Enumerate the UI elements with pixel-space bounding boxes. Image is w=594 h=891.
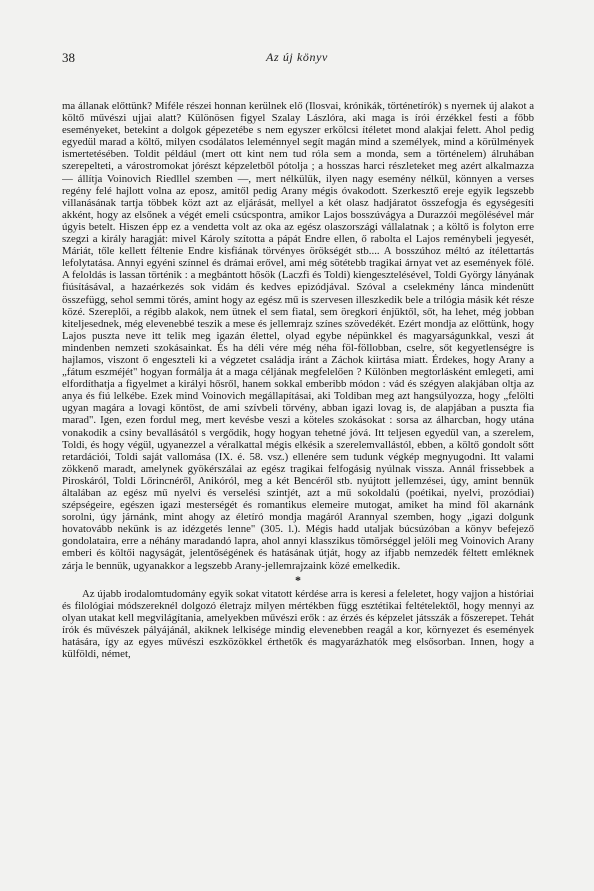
section-separator: *	[295, 572, 301, 587]
page-number: 38	[62, 50, 75, 65]
running-head: Az új könyv	[266, 50, 328, 64]
body-text	[62, 100, 534, 870]
paragraph-main: ma állanak előttünk? Miféle részei honnan kerülnek elő (Ilosvai, krónikák, történetírók) s nyernek új alakot a költő művészi ujjai alatt? Különösen figyel Szalay Lászlóra, aki maga is írói érzékkel festi a főbb eseményeket, betekint a dolgok gépezetébe s nem egyszer erkölcsi ítéletet mond alakjai felett. Ahol pedig egyedül marad a költő, milyen csodálatos leleménnyel segít magán mind a személyek, mind a körülmények ismertetésében. Toldit például (mert ott kint nem tud róla sem a monda, sem a történelem) álruhában szerepelteti, a várostromokat jórészt képzeletből pótolja ; a hosszas harci részleteket meg azért alkalmazza — állítja Voinovich Riedllel szemben —, mert nélkülük, ilyen nagy esemény nélkül, könnyen a verses regény felé hajlott volna az eposz, amitől pedig Arany mégis óvakodott. Szerkesztő ereje egyik legszebb villanásának tartja többek közt azt az eljárását, mellyel a két olasz hadjáratot összefogja és egységesíti akként, hogy az elsőnek a végét emeli csúcspontra, amikor Lajos bosszúvágya a Durazzói megölésével már úgyis betelt. Hiszen épp ez a vendetta volt az oka az egész olaszországi vállalatnak ; a költő is folyton erre szegzi a király haragját: mivel Károly szította a pápát Endre ellen, ő rabolta el Lajos reménybeli jegyesét, Máriát, tőle kellett féltenie Endre kisfiának törvényes örökségét stb.... A bosszúhoz méltó az ítélettartás lefolytatása. Annyi egyéni színnel és drámai erővel, ami még sötétebb tragikai árnyat vet az események fölé. A feloldás is lassan történik : a megbántott hősök (Laczfi és Toldi) kiengesztelésével, Toldi György lányának fiúsításával, a hazaérkezés sok vidám és kedves epizódjával. Szóval a cselekmény lánca mindenütt összefügg, sehol semmi törés, amint hogy az egész mű is szervesen illeszkedik bele a trilógia másik két része közé. Szereplői, a régibb alakok, nem ütnek el sem fiatal, sem öregkori énjüktől, sőt, ha lehet, még jobban kiteljesednek, még elevenebbé teszik a mese és jellemrajz színes szövedékét. Ezért mondja az előttünk, hogy Lajos puszta neve itt telik meg igazán élettel, olyad egybe népünkkel és magyarságunkkal, veszi át mindenben nemzeti szokásainkat. És ha déli vére még néha föl-föllobban, cselre, sőt kegyetlenségre is hajlamos, viszont ő engeszteli ki a végzetet családja iránt a Záchok kiirtása miatt. Érdekes, hogy Arany a „fátum eszméjét" hogyan formálja át a maga céljának megfelelően ? Különben megtorlásként emlegeti, ami elfordíthatja a figyelmet a királyi hősről, hanem sokkal emberibb módon : vád és szégyen alakjában oltja az anya és fiú lelkébe. Ezek mind Voinovich megállapításai, aki Toldiban meg azt hangsúlyozza, hogy „felölti ugyan magára a lovagi köntöst, de ami szívbeli törvény, abban igazi lovag is, de alapjában a puszta fia marad". Igen, ezen fordul meg, mert kevésbe veszi a köteles szokásokat : sorsa az álharcban, hogy utána vonakodik a csiny bevallásától s vergődik, hogy hogyan tehetné jóvá. Itt teljesen egyedül van, a szerelem, Toldi, és hogy végül, ugyanezzel a véralkattal mégis elkésik a szerelemvallástól, ebben, a költő gondolt sőtt retardációi, Toldi saját vallomása (IX. é. 58. vsz.) ellenére sem tudunk végkép megnyugodni. Itt valami zökkenő maradt, amelynek gyökérszálai az egész tragikai felfogásig nyúlnak vissza. Annál frissebbek a Piroskáról, Toldi Lőrincnéről, Anikóról, meg a két Bencéről stb. nyújtott jellemzései, úgy, amint bennük általában az egész mű nyelvi és verselési szintjét, azt a mű sokoldalú (poétikai, nyelvi, prozódiai) szépségeire, egészen igazi mesterségét és romantikus elemeire mutogat, amiket ha mind föl akarnánk sorolni, úgy járnánk, mint ahogy az életíró mondja magáról Arannyal szemben, hogy „igazi dolgunk hovatovább nekünk is az idézgetés lenne" (305. l.). Mégis hadd utaljak búcsúzóban a könyv befejező gondolataira, erre a néhány maradandó lapra, ahol annyi klasszikus tömörséggel jelöli meg Voinovich Arany emberi és költői nagyságát, jelentőségének és hatásának útját, hogy az ifjabb nemzedék féltett emléknek zárja le bennük, ugyanakkor a legszebb Arany-jellemrajzaink közé emelkedik.	[62, 100, 534, 572]
paragraph-closing: Az újabb irodalomtudomány egyik sokat vitatott kérdése arra is keresi a feleletet, hogy vajjon a históriai és filológiai módszereknél dolgozó életrajz milyen mértékben függ esztétikai feltételektől, hogy mennyi az olyan utakat kell megvilágítania, amelyekben művészi erők : az érzés és képzelet játsszák a főszerepet. Tehát írók és művészek pályájánál, akiknek lelkisége mindig elevenebben reagál a kor, környezet és események hatására, így az egyes művészi eszközökkel érthetők és magyarázhatók meg elsősorban. Innen, hogy a külföldi, német,	[62, 587, 534, 661]
page-header	[62, 50, 532, 70]
